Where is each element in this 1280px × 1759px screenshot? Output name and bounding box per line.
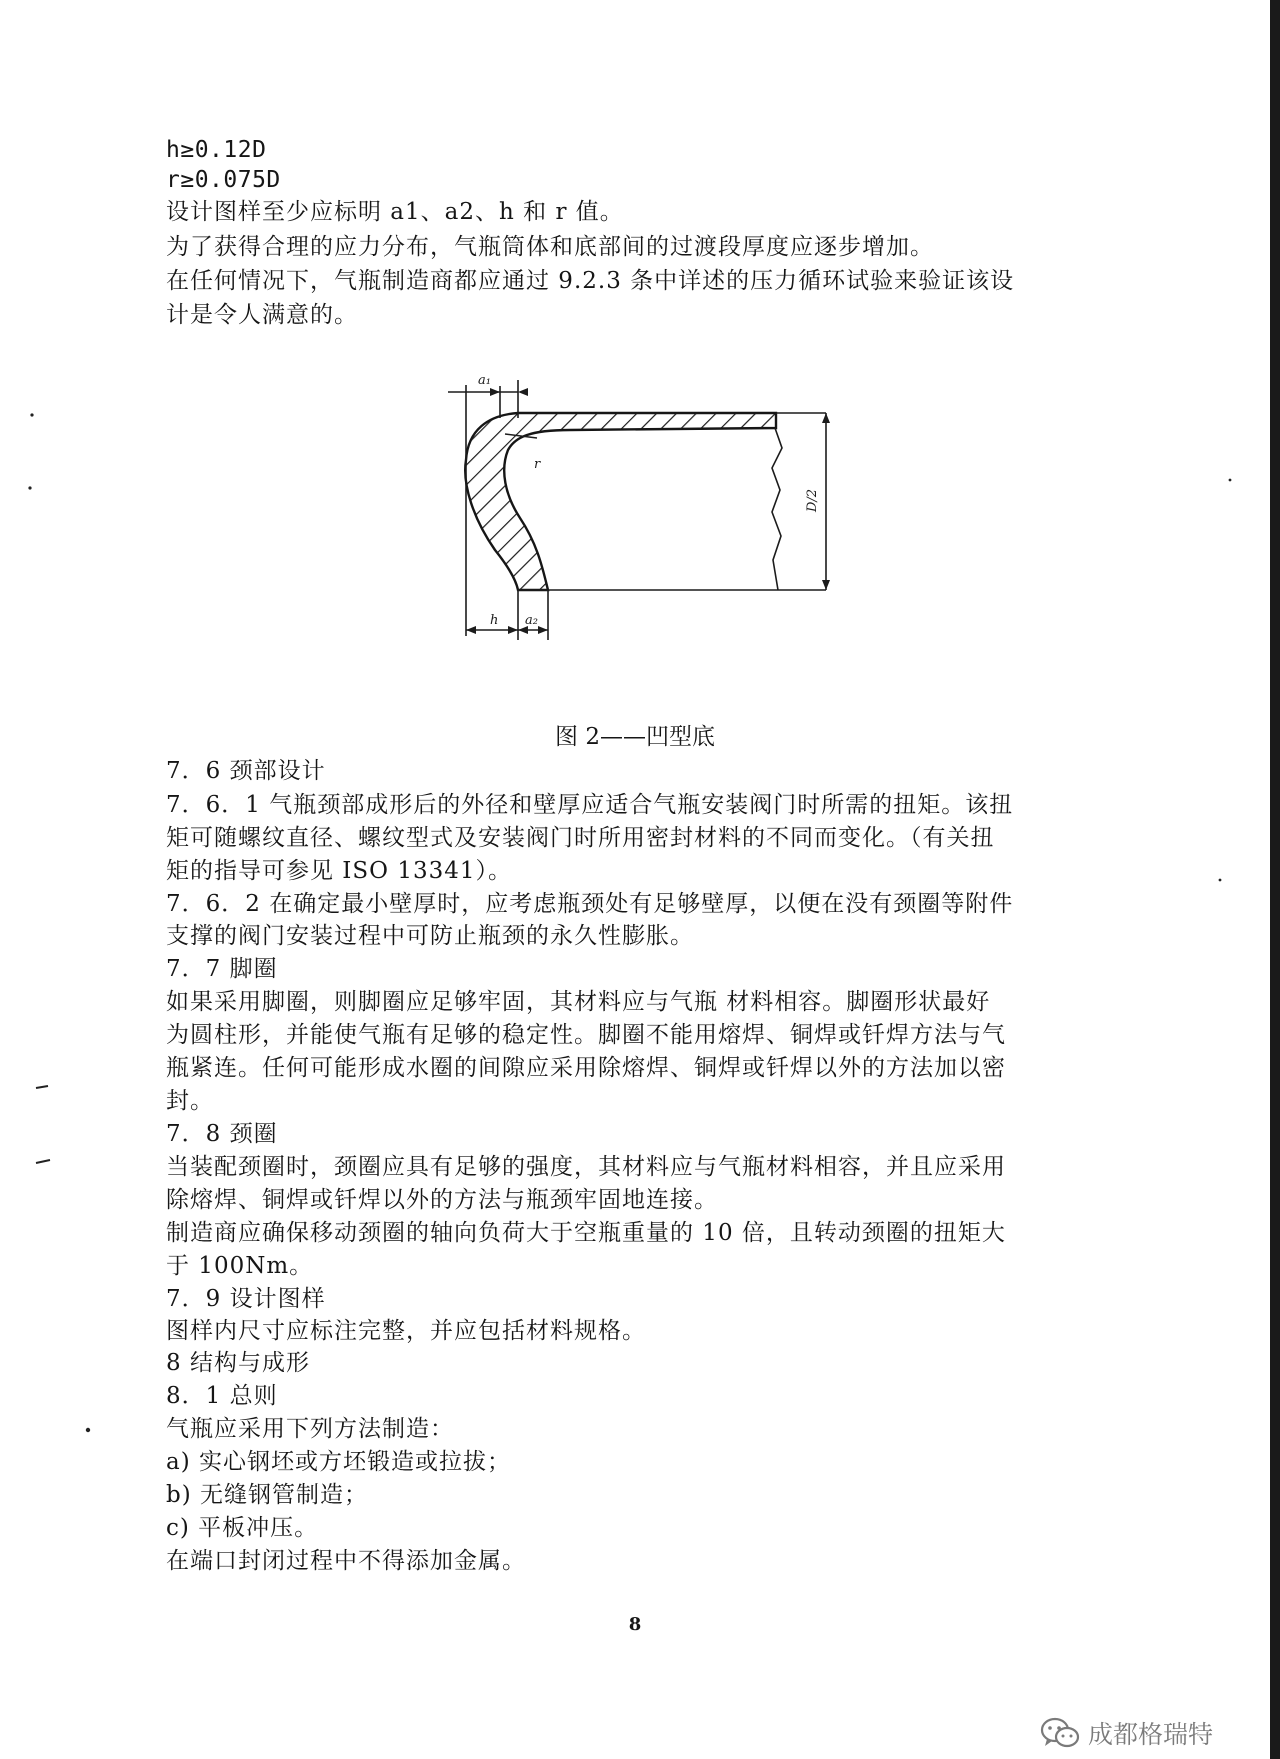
paragraph-line: 支撑的阀门安装过程中可防止瓶颈的永久性膨胀。 [166, 923, 694, 949]
section-heading-7-8: 7．8 颈圈 [166, 1121, 278, 1147]
paragraph-line: 当装配颈圈时，颈圈应具有足够的强度，其材料应与气瓶材料相容，并且应采用 [166, 1154, 1006, 1180]
paragraph-line: 7．6．1 气瓶颈部成形后的外径和壁厚应适合气瓶安装阀门时所需的扭矩。该扭 [166, 792, 1014, 818]
label-a1: a₁ [478, 373, 491, 388]
list-item: c) 平板冲压。 [166, 1515, 319, 1541]
paragraph-line: 除熔焊、铜焊或钎焊以外的方法与瓶颈牢固地连接。 [166, 1187, 718, 1213]
list-item: a) 实心钢坯或方坯锻造或拉拔； [166, 1449, 511, 1475]
paragraph-line: 计是令人满意的。 [166, 302, 358, 328]
list-item: b) 无缝钢管制造； [166, 1482, 369, 1508]
figure-caption: 图 2——凹型底 [555, 724, 715, 750]
label-d-over-2: D/2 [805, 488, 820, 512]
label-r: r [534, 457, 541, 472]
section-heading-8-1: 8．1 总则 [166, 1383, 278, 1409]
paragraph-line: 制造商应确保移动颈圈的轴向负荷大于空瓶重量的 10 倍，且转动颈圈的扭矩大 [166, 1220, 1006, 1246]
watermark-text: 成都格瑞特 [1088, 1720, 1214, 1749]
paragraph-line: 为了获得合理的应力分布，气瓶筒体和底部间的过渡段厚度应逐步增加。 [166, 234, 934, 260]
formula-h: h≥0.12D [166, 137, 267, 163]
paragraph-line: 如果采用脚圈，则脚圈应足够牢固，其材料应与气瓶 材料相容。脚圈形状最好 [166, 989, 991, 1015]
paragraph-line: 瓶紧连。任何可能形成水圈的间隙应采用除熔焊、铜焊或钎焊以外的方法加以密 [166, 1055, 1006, 1081]
paragraph-line: 矩的指导可参见 ISO 13341）。 [166, 858, 512, 884]
paragraph-line: 图样内尺寸应标注完整，并应包括材料规格。 [166, 1318, 646, 1344]
paragraph-line: 7．6．2 在确定最小壁厚时，应考虑瓶颈处有足够壁厚，以便在没有颈圈等附件 [166, 891, 1014, 917]
paragraph-line: 为圆柱形，并能使气瓶有足够的稳定性。脚圈不能用熔焊、铜焊或钎焊方法与气 [166, 1022, 1006, 1048]
paragraph-line: 于 100Nm。 [166, 1253, 314, 1279]
paragraph-line: 气瓶应采用下列方法制造： [166, 1416, 454, 1442]
section-heading-8: 8 结构与成形 [166, 1350, 310, 1376]
label-h: h [490, 613, 499, 628]
paragraph-line: 在端口封闭过程中不得添加金属。 [166, 1548, 526, 1574]
formula-r: r≥0.075D [166, 167, 281, 193]
paragraph-line: 设计图样至少应标明 a1、a2、h 和 r 值。 [166, 199, 624, 225]
page-number: 8 [628, 1614, 642, 1635]
section-heading-7-7: 7．7 脚圈 [166, 956, 278, 982]
paragraph-line: 矩可随螺纹直径、螺纹型式及安装阀门时所用密封材料的不同而变化。（有关扭 [166, 825, 995, 851]
section-heading-7-9: 7．9 设计图样 [166, 1286, 326, 1312]
section-heading-7-6: 7．6 颈部设计 [166, 758, 326, 784]
paragraph-line: 封。 [166, 1088, 214, 1114]
paragraph-line: 在任何情况下，气瓶制造商都应通过 9.2.3 条中详述的压力循环试验来验证该设 [166, 268, 1015, 294]
label-a2: a₂ [525, 613, 538, 628]
